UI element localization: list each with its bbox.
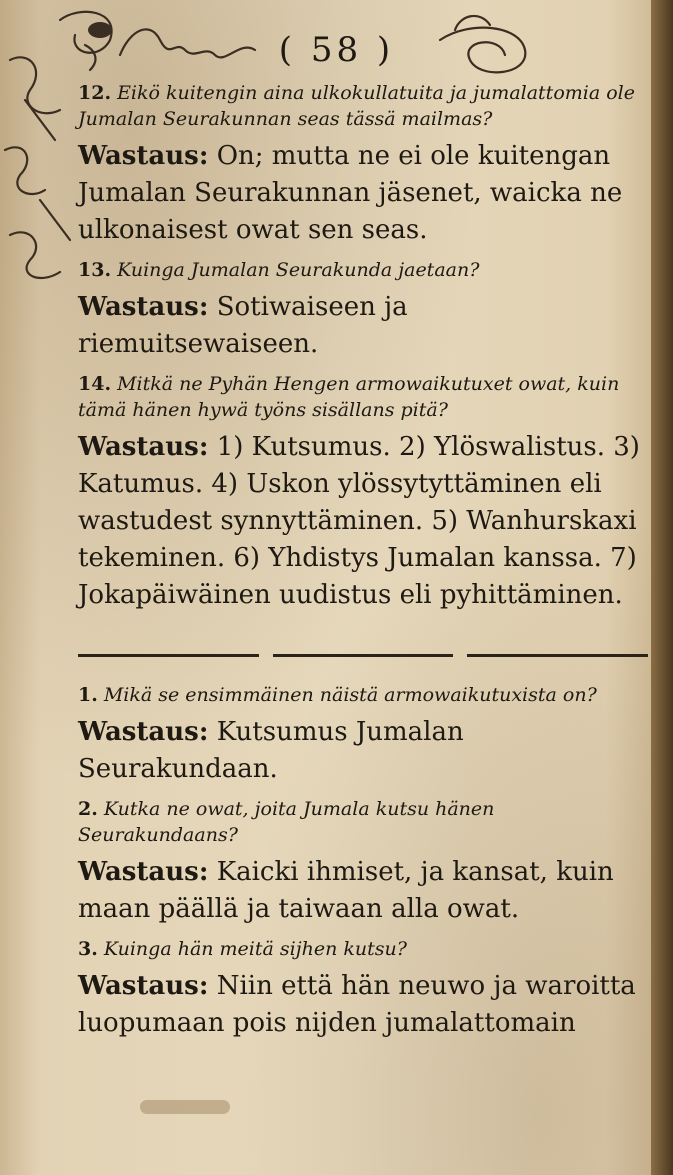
question-number: 12. <box>78 82 112 104</box>
question-text <box>78 796 648 848</box>
divider-rule <box>78 654 259 657</box>
answer-body: Niin että hän neuwo ja waroitta luopumaan pois nijden jumalattomain <box>78 971 636 1038</box>
question-number: 14. <box>78 373 112 395</box>
answer-label: Wastaus: <box>78 141 209 171</box>
answer-label: Wastaus: <box>78 717 209 747</box>
answer-text <box>78 289 648 363</box>
answer-text <box>78 854 648 928</box>
answer-text <box>78 138 648 249</box>
section-divider <box>78 654 648 660</box>
section-12 <box>78 80 648 249</box>
ink-blot <box>140 1100 230 1114</box>
page-number: ( 58 ) <box>278 30 395 70</box>
answer-label: Wastaus: <box>78 432 209 462</box>
question-number: 3. <box>78 938 98 960</box>
question-text <box>78 682 648 708</box>
answer-text <box>78 714 648 788</box>
question-number: 13. <box>78 259 112 281</box>
question-text <box>78 80 648 132</box>
answer-text <box>78 429 648 614</box>
answer-body: 1) Kutsumus. 2) Ylöswalistus. 3) Katumus. 4) Uskon ylössytyttäminen eli wastudest synnyttäminen. 5) Wanhurskaxi tekeminen. 6) Yhdistys Jumalan kanssa. 7) Jokapäiwäinen uudistus eli pyhittäminen. <box>78 432 640 610</box>
section-14 <box>78 371 648 614</box>
section-1 <box>78 682 648 788</box>
divider-rule <box>273 654 454 657</box>
answer-body: On; mutta ne ei ole kuitengan Jumalan Seurakunnan jäsenet, waicka ne ulkonaisest owat sen seas. <box>78 141 623 245</box>
question-body: Mikä se ensimmäinen näistä armowaikutuxista on? <box>103 684 597 706</box>
answer-label: Wastaus: <box>78 292 209 322</box>
question-number: 2. <box>78 798 98 820</box>
section-13 <box>78 257 648 363</box>
answer-label: Wastaus: <box>78 857 209 887</box>
question-body: Kuinga Jumalan Seurakunda jaetaan? <box>117 259 480 281</box>
question-text <box>78 257 648 283</box>
answer-body: Kaicki ihmiset, ja kansat, kuin maan päällä ja taiwaan alla owat. <box>78 857 614 924</box>
divider-rule <box>467 654 648 657</box>
question-number: 1. <box>78 684 98 706</box>
section-2 <box>78 796 648 928</box>
question-text <box>78 936 648 962</box>
question-text <box>78 371 648 423</box>
question-body: Kuinga hän meitä sijhen kutsu? <box>103 938 407 960</box>
answer-body: Sotiwaiseen ja riemuitsewaiseen. <box>78 292 408 359</box>
section-3 <box>78 936 648 1042</box>
answer-body: Kutsumus Jumalan Seurakundaan. <box>78 717 464 784</box>
question-body: Kutka ne owat, joita Jumala kutsu hänen Seurakundaans? <box>78 798 495 846</box>
answer-text <box>78 968 648 1042</box>
answer-label: Wastaus: <box>78 971 209 1001</box>
question-body: Eikö kuitengin aina ulkokullatuita ja jumalattomia ole Jumalan Seurakunnan seas tässä mailmas? <box>78 82 635 130</box>
question-body: Mitkä ne Pyhän Hengen armowaikutuxet owat, kuin tämä hänen hywä työns sisällans pitä? <box>78 373 620 421</box>
page-content <box>78 80 648 1050</box>
